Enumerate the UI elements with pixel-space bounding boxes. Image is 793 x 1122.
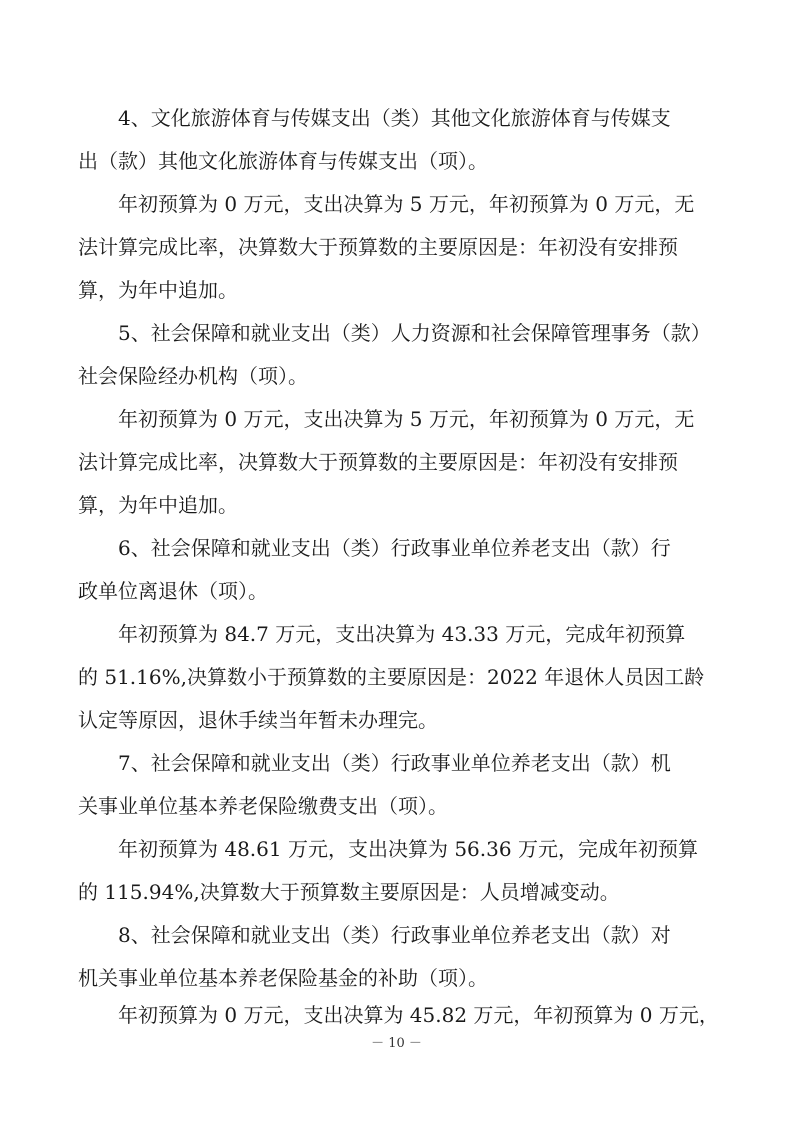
page-number: － 10 － bbox=[371, 1036, 422, 1051]
heading-item-6-line-1: 6、社会保障和就业支出（类）行政事业单位养老支出（款）行 bbox=[118, 536, 671, 560]
paragraph-item-5-line-3: 算，为年中追加。 bbox=[78, 493, 238, 517]
paragraph-item-6-line-3: 认定等原因，退休手续当年暂未办理完。 bbox=[78, 708, 438, 732]
paragraph-item-5-line-2: 法计算完成比率，决算数大于预算数的主要原因是：年初没有安排预 bbox=[78, 450, 678, 474]
paragraph-item-8-line-1: 年初预算为 0 万元，支出决算为 45.82 万元，年初预算为 0 万元， bbox=[118, 1003, 719, 1027]
heading-item-5-line-2: 社会保险经办机构（项）。 bbox=[78, 364, 308, 388]
paragraph-item-7-line-1: 年初预算为 48.61 万元，支出决算为 56.36 万元，完成年初预算 bbox=[118, 837, 698, 861]
paragraph-item-7-line-2: 的 115.94%,决算数大于预算数主要原因是：人员增减变动。 bbox=[78, 880, 620, 904]
heading-item-8-line-1: 8、社会保障和就业支出（类）行政事业单位养老支出（款）对 bbox=[118, 923, 671, 947]
heading-item-5-line-1: 5、社会保障和就业支出（类）人力资源和社会保障管理事务（款） bbox=[118, 321, 711, 345]
paragraph-item-5-line-1: 年初预算为 0 万元，支出决算为 5 万元，年初预算为 0 万元，无 bbox=[118, 407, 695, 431]
heading-item-4-line-1: 4、文化旅游体育与传媒支出（类）其他文化旅游体育与传媒支 bbox=[118, 106, 671, 130]
paragraph-item-4-line-3: 算，为年中追加。 bbox=[78, 278, 238, 302]
heading-item-8-line-2: 机关事业单位基本养老保险基金的补助（项）。 bbox=[78, 966, 488, 990]
heading-item-7-line-1: 7、社会保障和就业支出（类）行政事业单位养老支出（款）机 bbox=[118, 751, 671, 775]
heading-item-6-line-2: 政单位离退休（项）。 bbox=[78, 579, 268, 603]
heading-item-7-line-2: 关事业单位基本养老保险缴费支出（项）。 bbox=[78, 794, 448, 818]
paragraph-item-4-line-1: 年初预算为 0 万元，支出决算为 5 万元，年初预算为 0 万元，无 bbox=[118, 192, 695, 216]
paragraph-item-6-line-1: 年初预算为 84.7 万元，支出决算为 43.33 万元，完成年初预算 bbox=[118, 622, 686, 646]
paragraph-item-6-line-2: 的 51.16%,决算数小于预算数的主要原因是：2022 年退休人员因工龄 bbox=[78, 665, 705, 689]
paragraph-item-4-line-2: 法计算完成比率，决算数大于预算数的主要原因是：年初没有安排预 bbox=[78, 235, 678, 259]
heading-item-4-line-2: 出（款）其他文化旅游体育与传媒支出（项）。 bbox=[78, 149, 488, 173]
